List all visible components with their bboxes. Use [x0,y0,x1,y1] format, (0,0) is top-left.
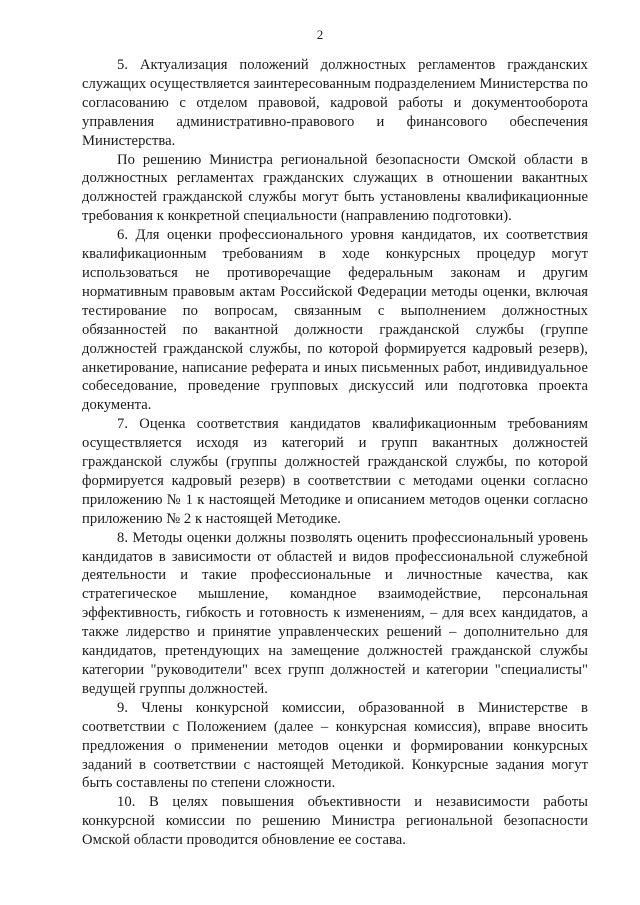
paragraph-7: 7. Оценка соответствия кандидатов квалификационным требованиям осуществляется исходя из категорий и групп вакантных должностей гражданской службы (группы должностей гражданской службы, по которой формируется кадровый резерв) в соответствии с методами оценки согласно приложению № 1 к настоящей Методике и описанием методов оценки согласно приложению № 2 к настоящей Методике. [82,416,588,527]
paragraph-10: 10. В целях повышения объективности и независимости работы конкурсной комиссии по решению Министра региональной безопасности Омской области проводится обновление ее состава. [82,794,588,849]
paragraph-5-minister-decision: По решению Министра региональной безопасности Омской области в должностных регламентах гражданских служащих в отношении вакантных должностей гражданской службы могут быть установлены квалификационные требования к конкретной специальности (направлению подготовки). [82,151,588,225]
paragraph-9: 9. Члены конкурсной комиссии, образованной в Министерстве в соответствии с Положением (далее – конкурсная комиссия), вправе вносить предложения о применении методов оценки и формировании конкурсных заданий в соответствии с настоящей Методикой. Конкурсные задания могут быть составлены по степени сложности. [82,699,588,792]
document-body [82,56,588,850]
paragraph-6: 6. Для оценки профессионального уровня кандидатов, их соответствия квалификационным требованиям в ходе конкурсных процедур могут использоваться не противоречащие федеральным законам и другим нормативным правовым актам Российской Федерации методы оценки, включая тестирование по вопросам, связанным с выполнением должностных обязанностей по вакантной должности гражданской службы (группе должностей гражданской службы, по которой формируется кадровый резерв), анкетирование, написание реферата и иных письменных работ, индивидуальное собеседование, проведение групповых дискуссий или подготовка проекта документа. [82,227,588,414]
paragraph-5: 5. Актуализация положений должностных регламентов гражданских служащих осуществляется заинтересованным подразделением Министерства по согласованию с отделом правовой, кадровой работы и документооборота управления административно-правового и финансового обеспечения Министерства. [82,57,588,149]
page-number: 2 [316,27,324,42]
paragraph-8: 8. Методы оценки должны позволять оценить профессиональный уровень кандидатов в зависимости от областей и видов профессиональной служебной деятельности и такие профессиональные и личностные качества, как стратегическое мышление, командное взаимодействие, персональная эффективность, гибкость и готовность к изменениям, – для всех кандидатов, а также лидерство и принятие управленческих решений – дополнительно для кандидатов, претендующих на замещение должностей гражданской службы категории "руководители" всех групп должностей и категории "специалисты" ведущей группы должностей. [82,529,588,697]
